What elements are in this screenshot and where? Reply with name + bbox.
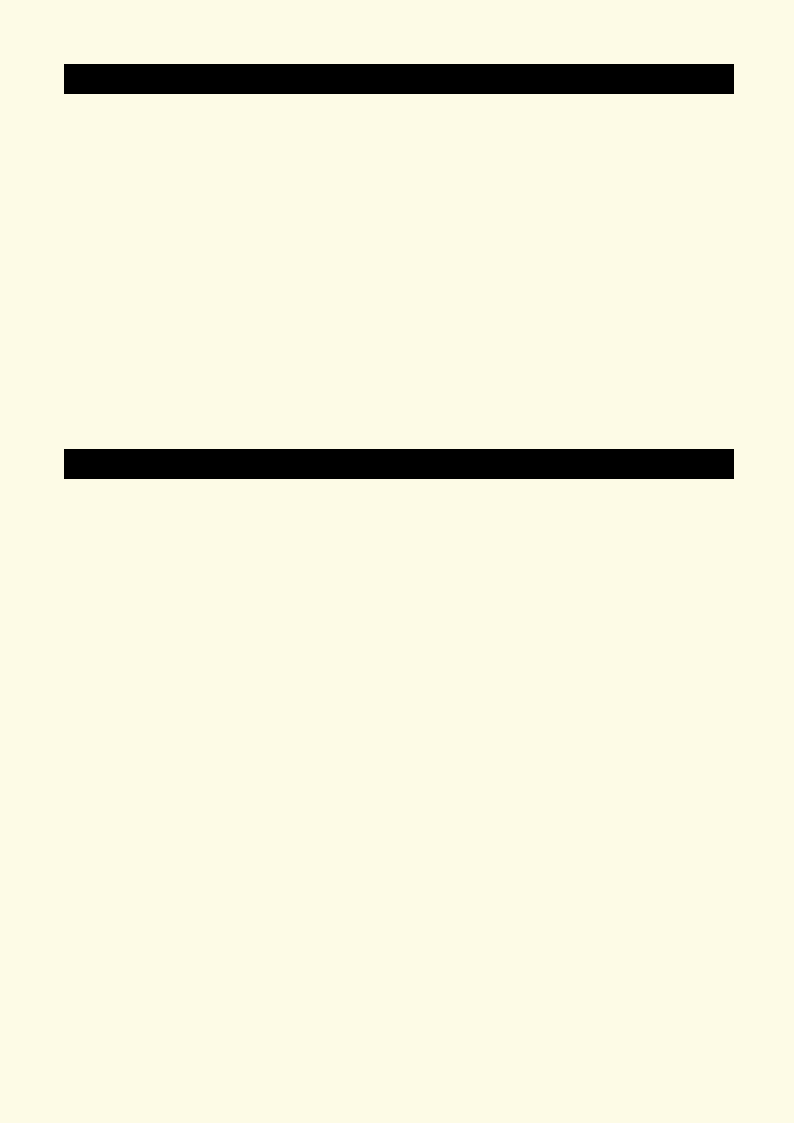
decorative-triangles-right [734,0,794,1123]
zoom-info [177,526,767,548]
row-text [177,228,767,250]
row-text [177,375,767,419]
talk-text [177,583,767,605]
talk-text [177,680,767,702]
talk-text [177,970,767,992]
talk-text [177,874,767,896]
decorative-triangles-left [0,0,70,150]
decorative-triangles-top [0,0,300,60]
row-text [177,171,767,193]
plenary-banner [64,449,734,479]
date-banner [64,64,734,94]
row-text [177,318,767,340]
